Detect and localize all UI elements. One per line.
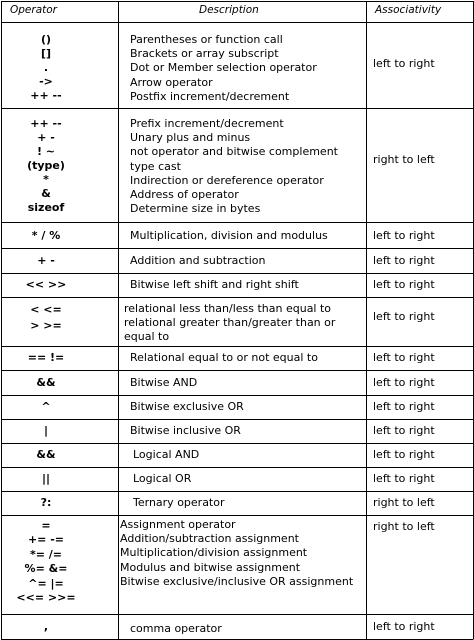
operator-symbol: * / %: [31, 229, 61, 242]
description-line: Modulus and bitwise assignment: [120, 560, 301, 574]
description-cell: [130, 622, 222, 636]
description-line: Bitwise inclusive OR: [130, 424, 241, 437]
description-cell: [130, 400, 244, 414]
operator-cell: [8, 254, 84, 268]
description-line: equal to: [124, 330, 170, 344]
description-line: Bitwise left shift and right shift: [130, 278, 299, 291]
associativity-cell: left to right: [373, 351, 435, 364]
description-line: Addition and subtraction: [130, 254, 266, 267]
operator-symbol: ^: [41, 400, 51, 413]
operator-symbol: ++ --: [30, 117, 62, 130]
operator-symbol: << >>: [25, 278, 67, 291]
description-line: Unary plus and minus: [130, 131, 251, 145]
description-cell: [130, 254, 266, 268]
description-line: Determine size in bytes: [130, 202, 261, 216]
associativity-cell: left to right: [373, 376, 435, 389]
description-line: Bitwise AND: [130, 376, 198, 389]
associativity-cell: left to right: [373, 57, 435, 70]
operator-cell: [8, 117, 84, 215]
description-cell: [133, 496, 225, 510]
header-description: Description: [199, 4, 259, 16]
operator-symbol: %= &=: [24, 562, 68, 576]
description-line: relational greater than/greater than or: [124, 316, 336, 330]
operator-cell: [8, 519, 84, 605]
operator-symbol: > >=: [30, 319, 62, 332]
description-line: not operator and bitwise complement: [130, 145, 338, 159]
associativity-cell: left to right: [373, 254, 435, 267]
operator-symbol: ->: [39, 75, 53, 88]
associativity-cell: right to left: [373, 153, 435, 166]
operator-symbol: |: [43, 424, 49, 437]
associativity-cell: right to left: [373, 496, 435, 509]
description-line: Logical AND: [133, 448, 200, 461]
operator-cell: [8, 424, 84, 438]
associativity-cell: left to right: [373, 229, 435, 242]
operator-symbol: < <=: [30, 303, 62, 316]
operator-cell: [8, 376, 84, 390]
description-line: Address of operator: [130, 188, 239, 202]
description-cell: [130, 229, 328, 243]
operator-cell: [8, 620, 84, 634]
operator-symbol: + -: [37, 131, 55, 144]
operator-cell: [8, 448, 84, 462]
description-line: Assignment operator: [120, 518, 236, 531]
description-line: Postfix increment/decrement: [130, 89, 290, 103]
operator-symbol: ||: [41, 472, 51, 485]
description-line: Bitwise exclusive/inclusive OR assignment: [120, 574, 354, 588]
operator-symbol: ^= |=: [28, 576, 64, 590]
description-cell: [130, 117, 338, 216]
description-cell: [130, 376, 197, 390]
description-line: Logical OR: [133, 472, 192, 485]
description-cell: [130, 33, 317, 104]
description-line: Multiplication, division and modulus: [130, 229, 328, 242]
operator-symbol: *: [43, 173, 49, 186]
associativity-cell: left to right: [373, 400, 435, 413]
description-cell: [130, 424, 241, 438]
operator-symbol: []: [40, 47, 52, 60]
description-line: Indirection or dereference operator: [130, 173, 324, 187]
description-cell: [120, 518, 353, 589]
operator-cell: [8, 229, 84, 243]
operator-symbol: &&: [36, 376, 56, 389]
operator-symbol: ! ~: [36, 145, 56, 158]
operator-symbol: sizeof: [27, 201, 65, 214]
operator-symbol: <<= >>=: [16, 591, 76, 605]
operator-cell: [8, 302, 84, 334]
description-line: Multiplication/division assignment: [120, 546, 308, 560]
description-line: type cast: [130, 159, 181, 173]
associativity-cell: left to right: [373, 310, 435, 323]
operator-cell: [8, 472, 84, 486]
description-line: Ternary operator: [133, 496, 225, 509]
header-operator: Operator: [10, 4, 57, 16]
associativity-cell: left to right: [373, 448, 435, 461]
description-cell: [124, 302, 335, 345]
operator-cell: [8, 351, 84, 365]
operator-cell: [8, 278, 84, 292]
operator-symbol: &&: [36, 448, 56, 461]
description-line: Relational equal to or not equal to: [130, 351, 318, 364]
operator-symbol: ++ --: [30, 89, 62, 102]
operator-symbol: (): [40, 33, 52, 46]
operator-symbol: += -=: [27, 533, 65, 547]
description-line: Arrow operator: [130, 75, 213, 89]
description-line: relational less than/less than equal to: [124, 302, 332, 315]
description-cell: [133, 448, 199, 462]
operator-symbol: (type): [27, 159, 65, 172]
operator-cell: [8, 33, 84, 103]
operator-symbol: ?:: [40, 496, 52, 509]
operator-symbol: &: [41, 187, 51, 200]
description-line: Bitwise exclusive OR: [130, 400, 244, 413]
associativity-cell: left to right: [373, 424, 435, 437]
description-line: Dot or Member selection operator: [130, 61, 317, 75]
operator-symbol: .: [43, 61, 49, 74]
description-line: Parentheses or function call: [130, 33, 283, 46]
description-line: comma operator: [130, 622, 222, 635]
associativity-cell: left to right: [373, 278, 435, 291]
operator-cell: [8, 496, 84, 510]
description-cell: [130, 351, 318, 365]
operator-symbol: =: [41, 519, 51, 532]
operator-symbol: ,: [43, 620, 49, 633]
description-cell: [130, 278, 299, 292]
associativity-cell: left to right: [373, 620, 435, 633]
description-line: Prefix increment/decrement: [130, 117, 284, 130]
operator-symbol: == !=: [27, 351, 65, 364]
header-associativity: Associativity: [375, 4, 442, 16]
description-line: Brackets or array subscript: [130, 47, 279, 61]
operator-cell: [8, 400, 84, 414]
operator-symbol: + -: [37, 254, 55, 267]
associativity-cell: right to left: [373, 520, 435, 533]
description-line: Addition/subtraction assignment: [120, 532, 299, 546]
associativity-cell: left to right: [373, 472, 435, 485]
operator-symbol: *= /=: [29, 547, 63, 561]
description-cell: [133, 472, 191, 486]
